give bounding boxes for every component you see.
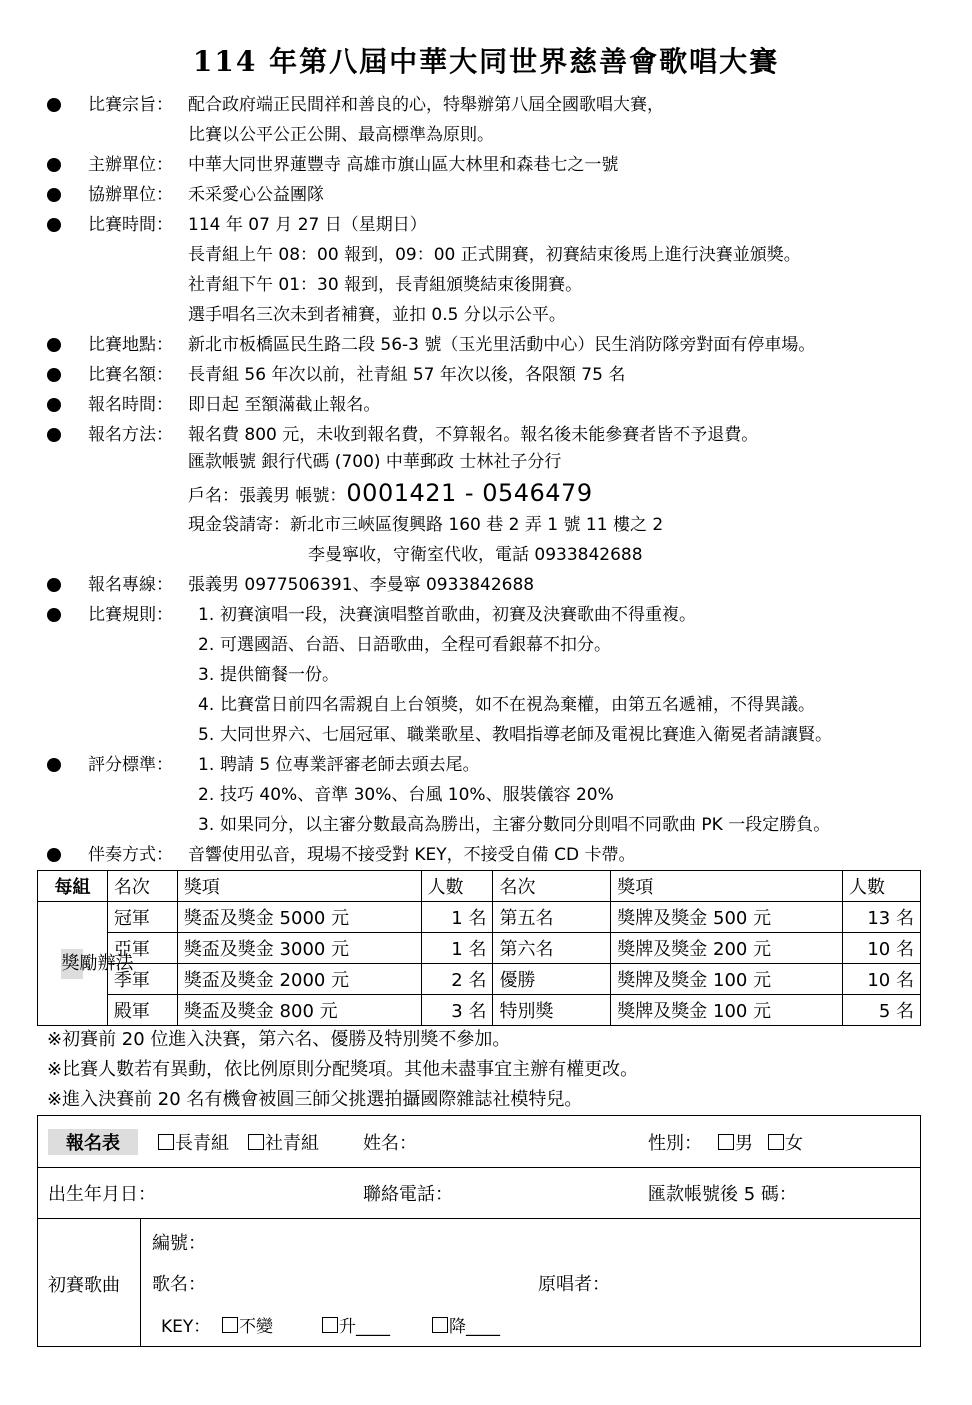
scoring-item: 3. 如果同分，以主審分數最高為勝出，主審分數同分則唱不同歌曲 PK 一段定勝負。	[198, 815, 831, 835]
phone-field-label[interactable]: 聯絡電話：	[363, 1184, 453, 1205]
table-cell: 10 名	[843, 964, 921, 995]
table-cell: 13 名	[843, 902, 921, 933]
time-line-1: 114 年 07 月 27 日（星期日）	[188, 215, 427, 235]
rule-item: 1. 初賽演唱一段，決賽演唱整首歌曲，初賽及決賽歌曲不得重複。	[198, 605, 696, 625]
table-cell: 第六名	[493, 933, 611, 964]
table-cell: 獎牌及獎金 100 元	[611, 964, 843, 995]
bullet	[47, 338, 61, 352]
table-cell: 冠軍	[107, 902, 177, 933]
time-line-3: 社青組下午 01：30 報到，長青組頒獎結束後開賽。	[188, 275, 583, 295]
scoring-item: 1. 聘請 5 位專業評審老師去頭去尾。	[198, 755, 480, 775]
form-title: 報名表	[48, 1129, 138, 1155]
table-cell: 1 名	[421, 902, 493, 933]
organizer-text: 中華大同世界蓮豐寺 高雄市旗山區大林里和森巷七之一號	[188, 155, 619, 175]
key-down-checkbox[interactable]: 降____	[432, 1312, 500, 1337]
gender-male-checkbox[interactable]: 男	[718, 1129, 753, 1155]
purpose-line-1: 配合政府端正民間祥和善良的心，特舉辦第八屆全國歌唱大賽，	[188, 95, 664, 115]
reg-method-line-1: 報名費 800 元，未收到報名費，不算報名。報名後未能參賽者皆不予退費。	[188, 425, 759, 445]
venue-label: 比賽地點：	[88, 335, 173, 355]
time-line-2: 長青組上午 08：00 報到，09：00 正式開賽，初賽結束後馬上進行決賽並頒獎。	[188, 245, 801, 265]
group-senior-checkbox[interactable]: 長青組	[158, 1129, 229, 1155]
table-row	[38, 964, 921, 995]
award-side-label: 獎勵辦法	[38, 902, 108, 1026]
table-cell: 獎盃及獎金 5000 元	[177, 902, 421, 933]
song-section-label: 初賽歌曲	[48, 1275, 120, 1296]
checkbox-icon	[718, 1134, 734, 1150]
original-singer-field-label[interactable]: 原唱者：	[538, 1274, 610, 1295]
checkbox-icon	[322, 1317, 338, 1333]
table-cell: 殿軍	[107, 995, 177, 1026]
co-organizer-text: 禾采愛心公益團隊	[188, 185, 324, 205]
table-cell: 獎牌及獎金 500 元	[611, 902, 843, 933]
time-line-4: 選手唱名三次未到者補賽，並扣 0.5 分以示公平。	[188, 305, 566, 325]
co-organizer-label: 協辦單位：	[88, 185, 173, 205]
gender-label: 性別：	[648, 1133, 702, 1154]
bullet	[47, 758, 61, 772]
key-same-checkbox[interactable]: 不變	[222, 1312, 273, 1337]
registration-form	[37, 1115, 921, 1347]
account-last5-field-label[interactable]: 匯款帳號後 5 碼：	[648, 1184, 797, 1205]
table-cell: 10 名	[843, 933, 921, 964]
table-header-row	[38, 871, 921, 902]
song-field-label[interactable]: 歌名：	[152, 1274, 206, 1295]
table-cell: 獎牌及獎金 200 元	[611, 933, 843, 964]
key-up-checkbox[interactable]: 升____	[322, 1312, 390, 1337]
bullet	[47, 428, 61, 442]
group-youth-checkbox[interactable]: 社青組	[248, 1129, 319, 1155]
key-label: KEY：	[161, 1317, 211, 1337]
table-cell: 3 名	[421, 995, 493, 1026]
reg-method-line-5: 李曼寧收，守衛室代收，電話 0933842688	[308, 545, 643, 565]
checkbox-icon	[248, 1134, 264, 1150]
table-cell: 獎盃及獎金 800 元	[177, 995, 421, 1026]
purpose-label: 比賽宗旨：	[88, 95, 173, 115]
bullet	[47, 848, 61, 862]
column-header: 人數	[843, 871, 921, 902]
rule-item: 2. 可選國語、台語、日語歌曲，全程可看銀幕不扣分。	[198, 635, 611, 655]
organizer-label: 主辦單位：	[88, 155, 173, 175]
hotline-label: 報名專線：	[88, 575, 173, 595]
page-title: 114 年第八屆中華大同世界慈善會歌唱大賽	[192, 45, 780, 78]
bullet	[47, 98, 61, 112]
column-header: 獎項	[611, 871, 843, 902]
rule-item: 3. 提供簡餐一份。	[198, 665, 339, 685]
column-header: 人數	[421, 871, 493, 902]
note: ※比賽人數若有異動，依比例原則分配獎項。其他未盡事宜主辦有權更改。	[47, 1059, 639, 1080]
checkbox-icon	[158, 1134, 174, 1150]
table-cell: 5 名	[843, 995, 921, 1026]
table-row	[38, 995, 921, 1026]
number-field-label[interactable]: 編號：	[152, 1233, 206, 1254]
column-header: 名次	[107, 871, 177, 902]
venue-text: 新北市板橋區民生路二段 56-3 號（玉光里活動中心）民生消防隊旁對面有停車場。	[188, 335, 816, 355]
bullet	[47, 218, 61, 232]
checkbox-icon	[222, 1317, 238, 1333]
reg-method-line-4: 現金袋請寄：新北市三峽區復興路 160 巷 2 弄 1 號 11 樓之 2	[188, 515, 664, 535]
reg-method-label: 報名方法：	[88, 425, 173, 445]
note: ※進入決賽前 20 名有機會被圓三師父挑選拍攝國際雜誌社模特兒。	[47, 1089, 583, 1110]
rule-item: 5. 大同世界六、七屆冠軍、職業歌星、教唱指導老師及電視比賽進入衛冕者請讓賢。	[198, 725, 832, 745]
reg-method-line-2: 匯款帳號 銀行代碼 (700) 中華郵政 士林社子分行	[188, 452, 562, 472]
account-number: 0001421 - 0546479	[346, 479, 593, 507]
quota-text: 長青組 56 年次以前，社青組 57 年次以後，各限額 75 名	[188, 365, 626, 385]
account-line	[188, 481, 593, 508]
gender-female-checkbox[interactable]: 女	[768, 1129, 803, 1155]
table-row	[38, 902, 921, 933]
prize-table	[37, 870, 921, 1026]
table-cell: 2 名	[421, 964, 493, 995]
table-cell: 季軍	[107, 964, 177, 995]
scoring-item: 2. 技巧 40%、音準 30%、台風 10%、服裝儀容 20%	[198, 785, 614, 805]
column-header: 獎項	[177, 871, 421, 902]
scoring-label: 評分標準：	[88, 755, 173, 775]
name-field-label[interactable]: 姓名：	[363, 1133, 417, 1154]
purpose-line-2: 比賽以公平公正公開、最高標準為原則。	[188, 125, 494, 145]
form-row-1	[38, 1116, 920, 1168]
bullet	[47, 158, 61, 172]
accompaniment-text: 音響使用弘音，現場不接受對 KEY，不接受自備 CD 卡帶。	[188, 845, 636, 865]
form-row-2	[38, 1167, 920, 1219]
note: ※初賽前 20 位進入決賽，第六名、優勝及特別獎不參加。	[47, 1029, 511, 1050]
table-cell: 獎盃及獎金 3000 元	[177, 933, 421, 964]
group-header: 每組	[38, 871, 108, 902]
table-cell: 第五名	[493, 902, 611, 933]
account-prefix: 戶名：張義男 帳號：	[188, 486, 347, 506]
quota-label: 比賽名額：	[88, 365, 173, 385]
accompaniment-label: 伴奏方式：	[88, 845, 173, 865]
table-row	[38, 933, 921, 964]
reg-time-label: 報名時間：	[88, 395, 173, 415]
bullet	[47, 578, 61, 592]
bullet	[47, 368, 61, 382]
birth-field-label[interactable]: 出生年月日：	[48, 1184, 156, 1205]
reg-time-text: 即日起 至額滿截止報名。	[188, 395, 381, 415]
bullet	[47, 398, 61, 412]
time-label: 比賽時間：	[88, 215, 173, 235]
table-cell: 1 名	[421, 933, 493, 964]
bullet	[47, 188, 61, 202]
table-cell: 獎牌及獎金 100 元	[611, 995, 843, 1026]
table-cell: 優勝	[493, 964, 611, 995]
checkbox-icon	[432, 1317, 448, 1333]
table-cell: 亞軍	[107, 933, 177, 964]
table-cell: 特別獎	[493, 995, 611, 1026]
table-cell: 獎盃及獎金 2000 元	[177, 964, 421, 995]
bullet	[47, 608, 61, 622]
checkbox-icon	[768, 1134, 784, 1150]
rule-item: 4. 比賽當日前四名需親自上台領獎，如不在視為棄權，由第五名遞補，不得異議。	[198, 695, 815, 715]
song-section-cell	[38, 1219, 141, 1346]
column-header: 名次	[493, 871, 611, 902]
hotline-text: 張義男 0977506391、李曼寧 0933842688	[188, 575, 535, 595]
rules-label: 比賽規則：	[88, 605, 173, 625]
